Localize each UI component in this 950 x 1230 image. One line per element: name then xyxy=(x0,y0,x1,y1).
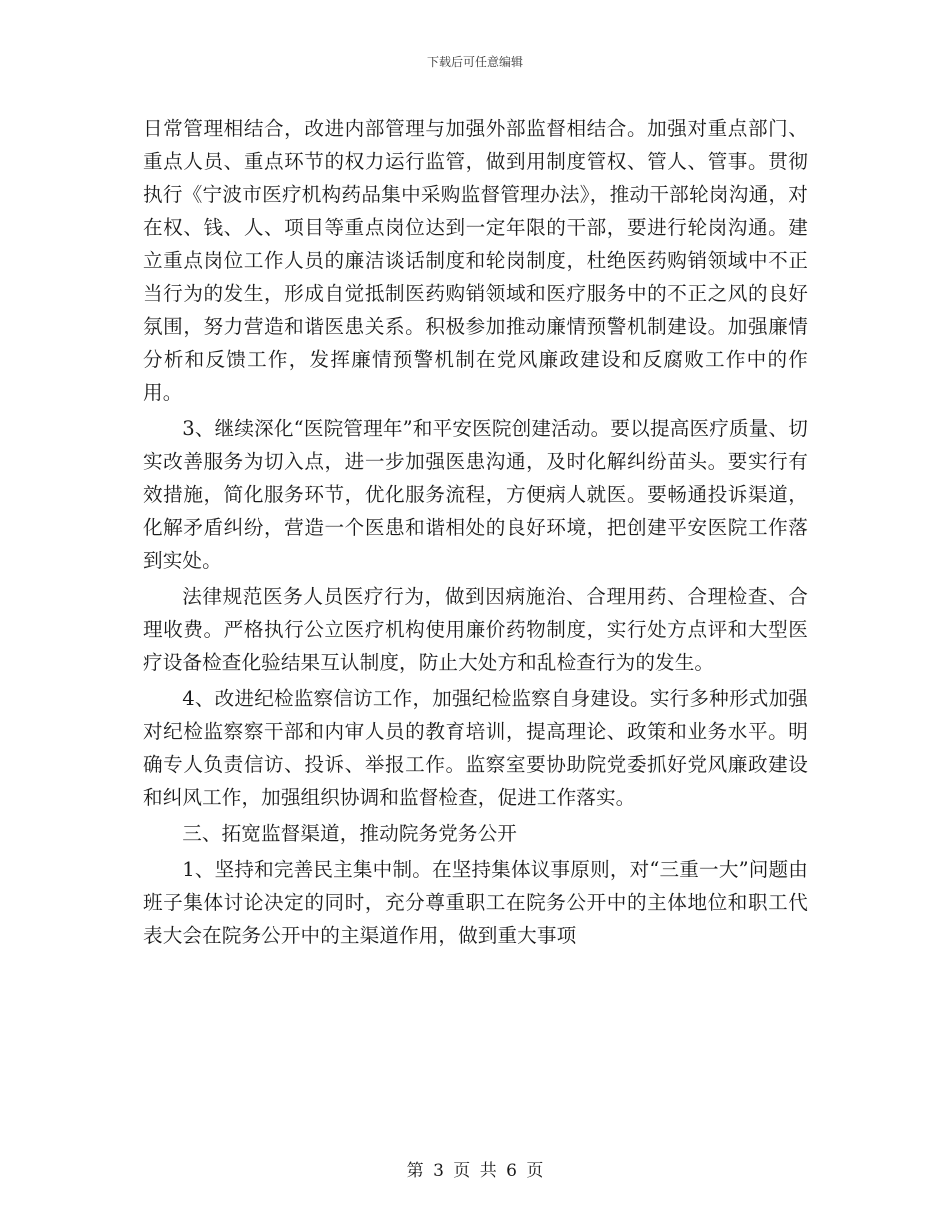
paragraph-continuation: 日常管理相结合，改进内部管理与加强外部监督相结合。加强对重点部门、重点人员、重点环节的权力运行监管，做到用制度管权、管人、管事。贯彻执行《宁波市医疗机构药品集中采购监督管理办法》，推动干部轮岗沟通，对在权、钱、人、项目等重点岗位达到一定年限的干部，要进行轮岗沟通。建立重点岗位工作人员的廉洁谈话制度和轮岗制度，杜绝医药购销领域中不正当行为的发生，形成自觉抵制医药购销领域和医疗服务中的不正之风的良好氛围，努力营造和谐医患关系。积极参加推动廉情预警机制建设。加强廉情分析和反馈工作，发挥廉情预警机制在党风廉政建设和反腐败工作中的作用。 xyxy=(143,117,808,404)
page-header: 下载后可任意编辑 xyxy=(426,55,523,69)
paragraph-item-3: 3、继续深化“医院管理年”和平安医院创建活动。要以提高医疗质量、切实改善服务为切入点，进一步加强医患沟通，及时化解纠纷苗头。要实行有效措施，简化服务环节，优化服务流程，方便病人就医。要畅通投诉渠道，化解矛盾纠纷，营造一个医患和谐相处的良好环境，把创建平安医院工作落到实处。 xyxy=(143,417,808,572)
paragraph-item-1: 1、坚持和完善民主集中制。在坚持集体议事原则，对“三重一大”问题由班子集体讨论决定的同时，充分尊重职工在院务公开中的主体地位和职工代表大会在院务公开中的主渠道作用，做到重大事项 xyxy=(143,858,808,947)
document-body xyxy=(143,112,808,955)
section-heading-3: 三、拓宽监督渠道，推动院务党务公开 xyxy=(182,822,517,845)
paragraph-item-4: 4、改进纪检监察信访工作，加强纪检监察自身建设。实行多种形式加强对纪检监察察干部和内审人员的教育培训，提高理论、政策和业务水平。明确专人负责信访、投诉、举报工作。监察室要协助院党委抓好党风廉政建设和纠风工作，加强组织协调和监督检查，促进工作落实。 xyxy=(143,687,808,809)
page-number: 第 3 页 共 6 页 xyxy=(406,1161,544,1181)
paragraph-legal-norms: 法律规范医务人员医疗行为，做到因病施治、合理用药、合理检查、合理收费。严格执行公立医疗机构使用廉价药物制度，实行处方点评和大型医疗设备检查化验结果互认制度，防止大处方和乱检查行为的发生。 xyxy=(143,585,808,674)
